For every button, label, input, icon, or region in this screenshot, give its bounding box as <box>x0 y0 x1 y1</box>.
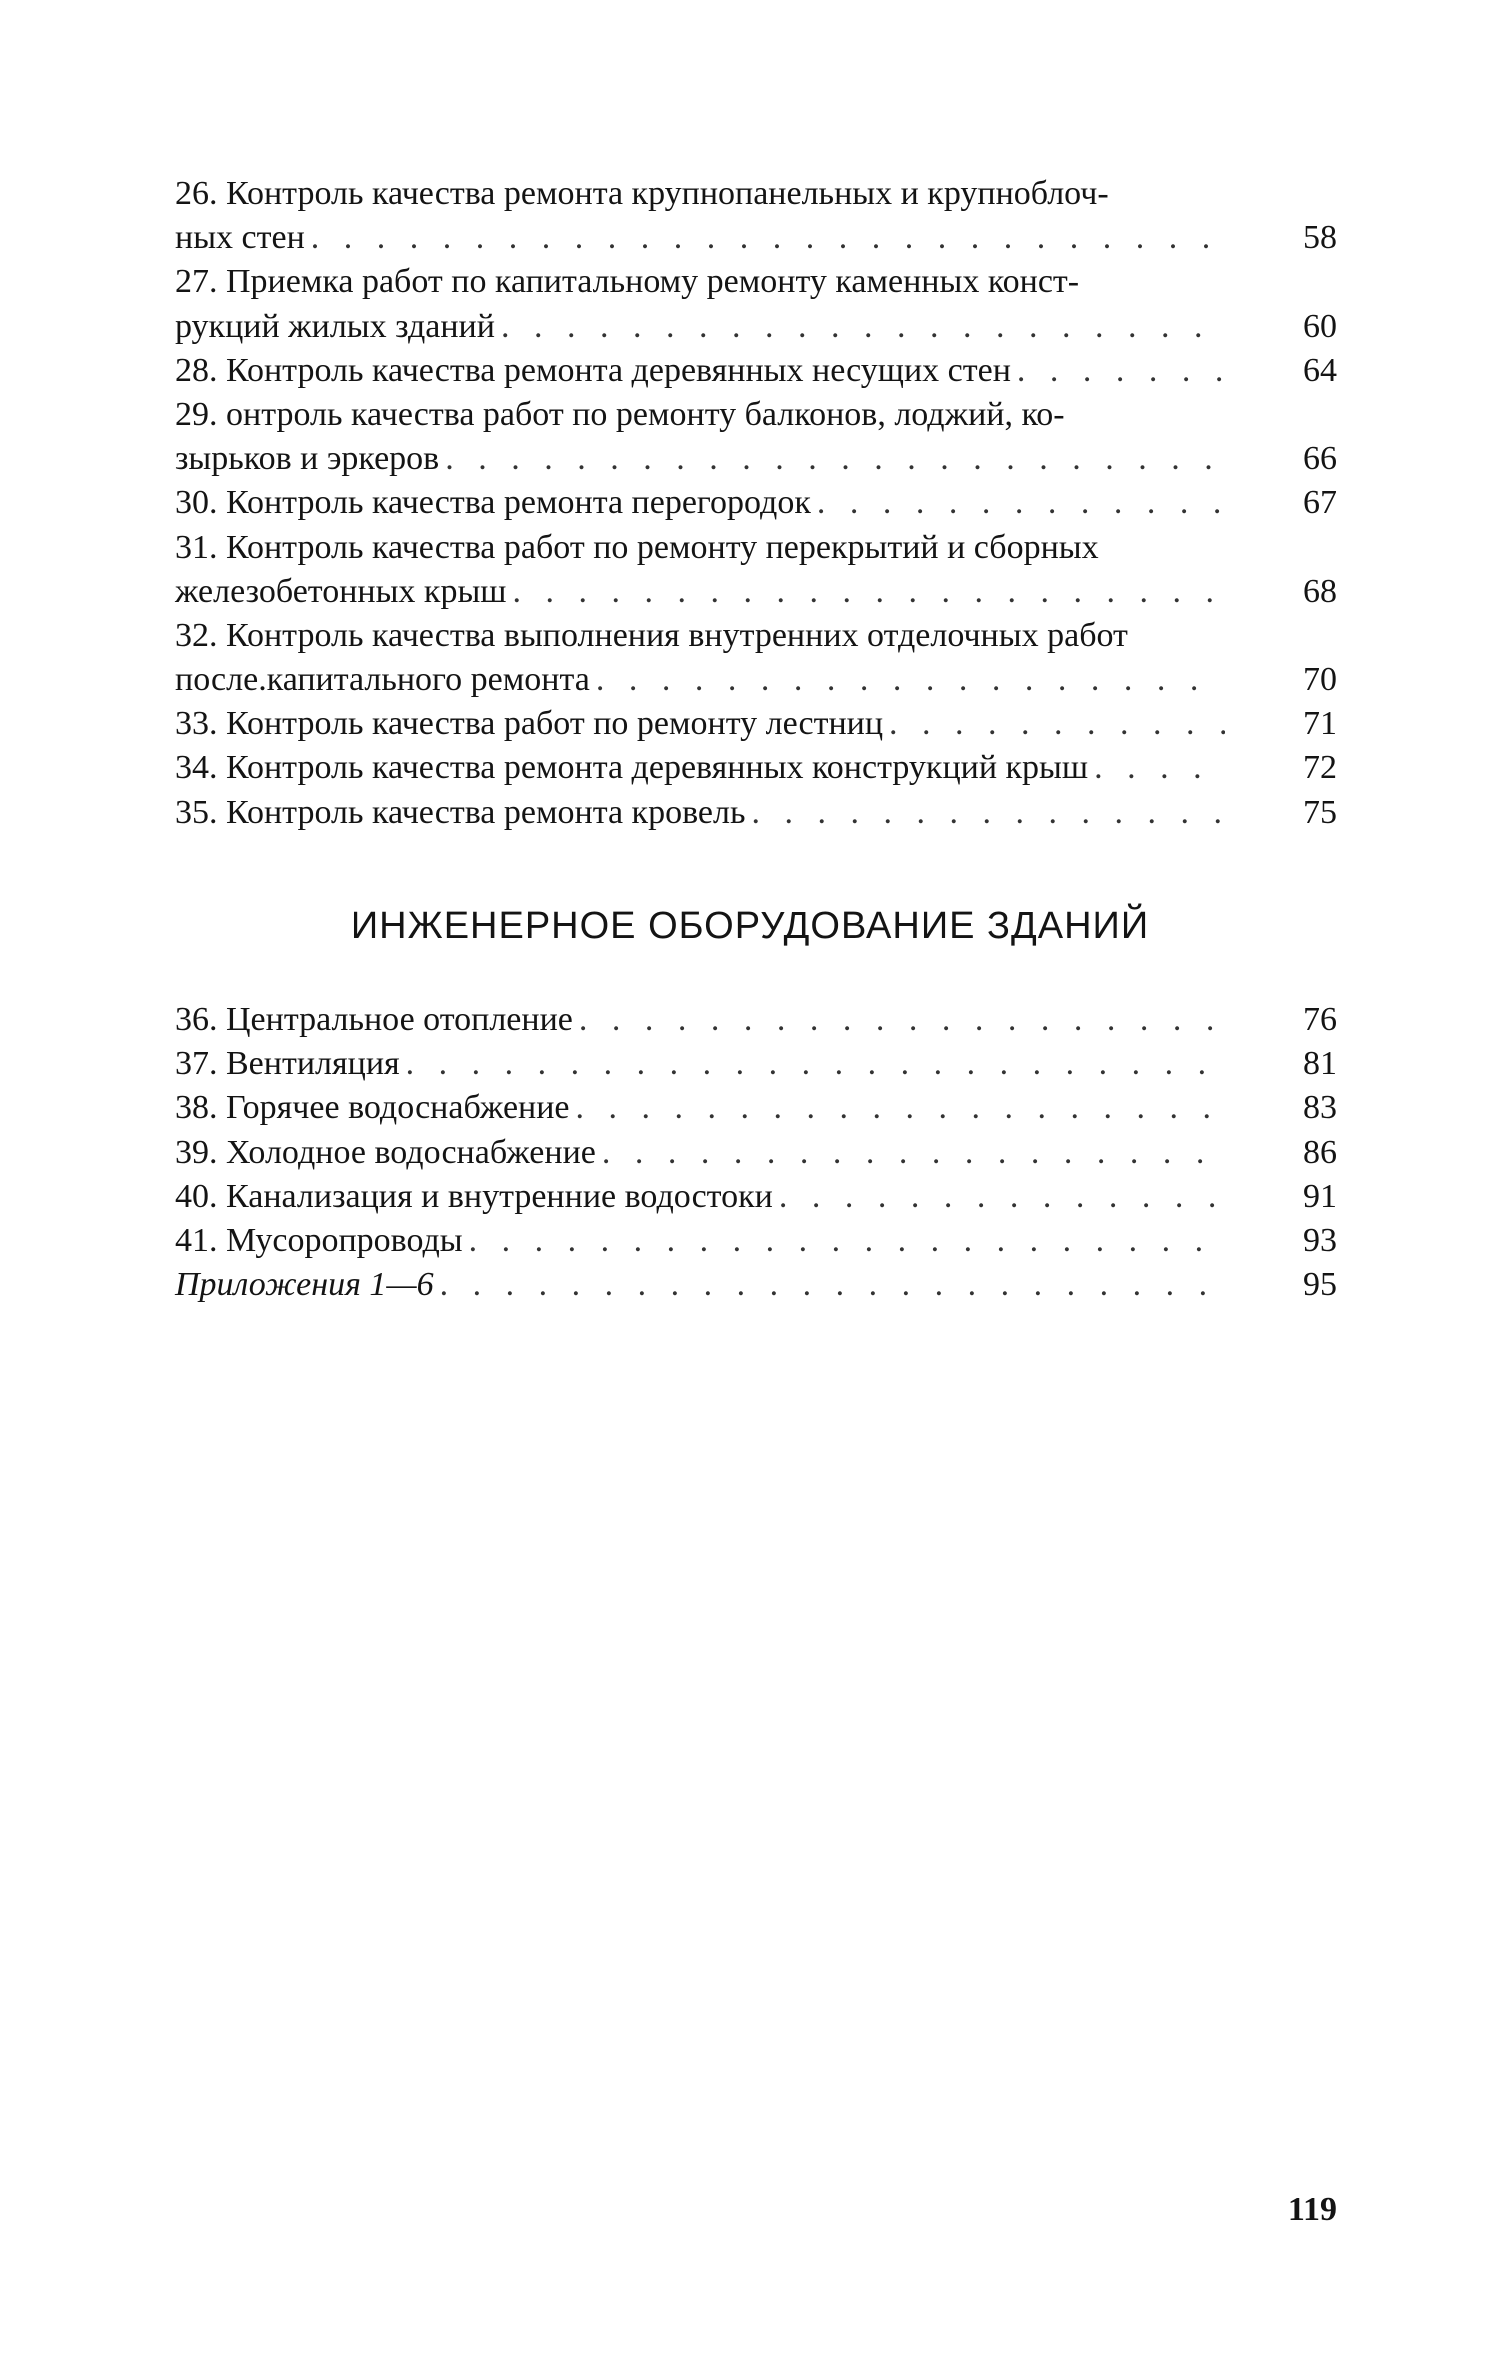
dot-leader <box>576 1086 1225 1130</box>
dot-leader <box>311 216 1225 260</box>
toc-page-number: 70 <box>1303 661 1337 699</box>
toc-entry-title-line: Приложения 1—6 <box>175 1266 434 1304</box>
toc-entry <box>175 1131 1337 1175</box>
toc-entry-title-line: ных стен <box>175 219 305 257</box>
toc-entry-title-line: 34. Контроль качества ремонта деревянных конструкций крыш <box>175 749 1089 787</box>
toc-entry-title-line: 33. Контроль качества работ по ремонту лестниц <box>175 705 884 743</box>
toc-entry <box>175 1086 1337 1130</box>
toc-page-number: 60 <box>1303 307 1337 345</box>
toc-entry <box>175 172 1337 260</box>
toc-page-number: 72 <box>1303 749 1337 787</box>
toc-page-number: 71 <box>1303 705 1337 743</box>
toc-entry-title-line: 37. Вентиляция <box>175 1045 400 1083</box>
toc-entry <box>175 393 1337 481</box>
toc-entry <box>175 1042 1337 1086</box>
dot-leader <box>889 702 1225 746</box>
toc-page-number: 75 <box>1303 793 1337 831</box>
toc-entry-title-line: 36. Центральное отопление <box>175 1001 573 1038</box>
toc-entry-title-line: рукций жилых зданий <box>175 307 495 345</box>
dot-leader <box>596 658 1225 702</box>
toc-entry <box>175 791 1337 835</box>
dot-leader <box>817 481 1225 525</box>
toc-entry-title-line: 40. Канализация и внутренние водостоки <box>175 1177 773 1215</box>
toc-page-number: 76 <box>1303 1001 1337 1038</box>
toc-entry-title-line: 26. Контроль качества ремонта крупнопанельных и крупноблоч- <box>175 175 1109 212</box>
toc-entry <box>175 702 1337 746</box>
dot-leader <box>579 998 1225 1042</box>
section-heading: ИНЖЕНЕРНОЕ ОБОРУДОВАНИЕ ЗДАНИЙ <box>350 905 1150 947</box>
toc-entry <box>175 998 1337 1042</box>
toc-entry <box>175 1175 1337 1219</box>
toc-entry <box>175 1219 1337 1263</box>
dot-leader <box>752 791 1226 835</box>
toc-entry-title-line: после.капитального ремонта <box>175 661 590 699</box>
toc-entry-title-line: 30. Контроль качества ремонта перегородок <box>175 484 811 522</box>
toc-page-number: 83 <box>1303 1089 1337 1127</box>
toc-entry-title-line: 32. Контроль качества выполнения внутренних отделочных работ <box>175 616 1128 654</box>
toc-list-part-a <box>175 172 1337 835</box>
toc-entry-title-line: 35. Контроль качества ремонта кровель <box>175 793 746 831</box>
toc-page-number: 64 <box>1303 351 1337 389</box>
dot-leader <box>469 1219 1225 1263</box>
toc-entry-title-line: 38. Горячее водоснабжение <box>175 1089 570 1127</box>
toc-page-number: 81 <box>1303 1045 1337 1083</box>
toc-entry-title-line: 31. Контроль качества работ по ремонту перекрытий и сборных <box>175 528 1099 566</box>
toc-entry-title-line: 28. Контроль качества ремонта деревянных несущих стен <box>175 351 1011 389</box>
toc-entry <box>175 614 1337 702</box>
dot-leader <box>512 570 1225 614</box>
toc-page-number: 95 <box>1303 1266 1337 1304</box>
toc-entry-title-line: 27. Приемка работ по капитальному ремонту каменных конст- <box>175 263 1080 301</box>
toc-page-number: 67 <box>1303 484 1337 522</box>
toc-entry <box>175 526 1337 614</box>
toc-entry-title-line: 39. Холодное водоснабжение <box>175 1133 596 1171</box>
dot-leader <box>602 1131 1225 1175</box>
toc-page-number: 86 <box>1303 1133 1337 1171</box>
toc-page-number: 66 <box>1303 440 1337 478</box>
dot-leader <box>440 1263 1225 1307</box>
dot-leader <box>1017 349 1225 393</box>
toc-list-part-b <box>175 998 1337 1307</box>
dot-leader <box>779 1175 1225 1219</box>
toc-page-number: 93 <box>1303 1221 1337 1259</box>
toc-entry <box>175 1263 1337 1307</box>
dot-leader <box>1094 746 1225 790</box>
toc-entry <box>175 260 1337 348</box>
toc-entry-title-line: железобетонных крыш <box>175 572 507 610</box>
toc-page-number: 91 <box>1303 1177 1337 1215</box>
dot-leader <box>501 305 1225 349</box>
toc-entry <box>175 746 1337 790</box>
toc-entry-title-line: 29. онтроль качества работ по ремонту балконов, лоджий, ко- <box>175 395 1065 433</box>
toc-entry <box>175 349 1337 393</box>
toc-entry-title-line: зырьков и эркеров <box>175 440 440 478</box>
toc-page-number: 68 <box>1303 572 1337 610</box>
toc-entry-title-line: 41. Мусоропроводы <box>175 1221 463 1259</box>
dot-leader <box>445 437 1225 481</box>
toc-page-number: 58 <box>1303 219 1337 257</box>
dot-leader <box>406 1042 1225 1086</box>
page-number: 119 <box>1287 2191 1337 2228</box>
toc-entry <box>175 481 1337 525</box>
